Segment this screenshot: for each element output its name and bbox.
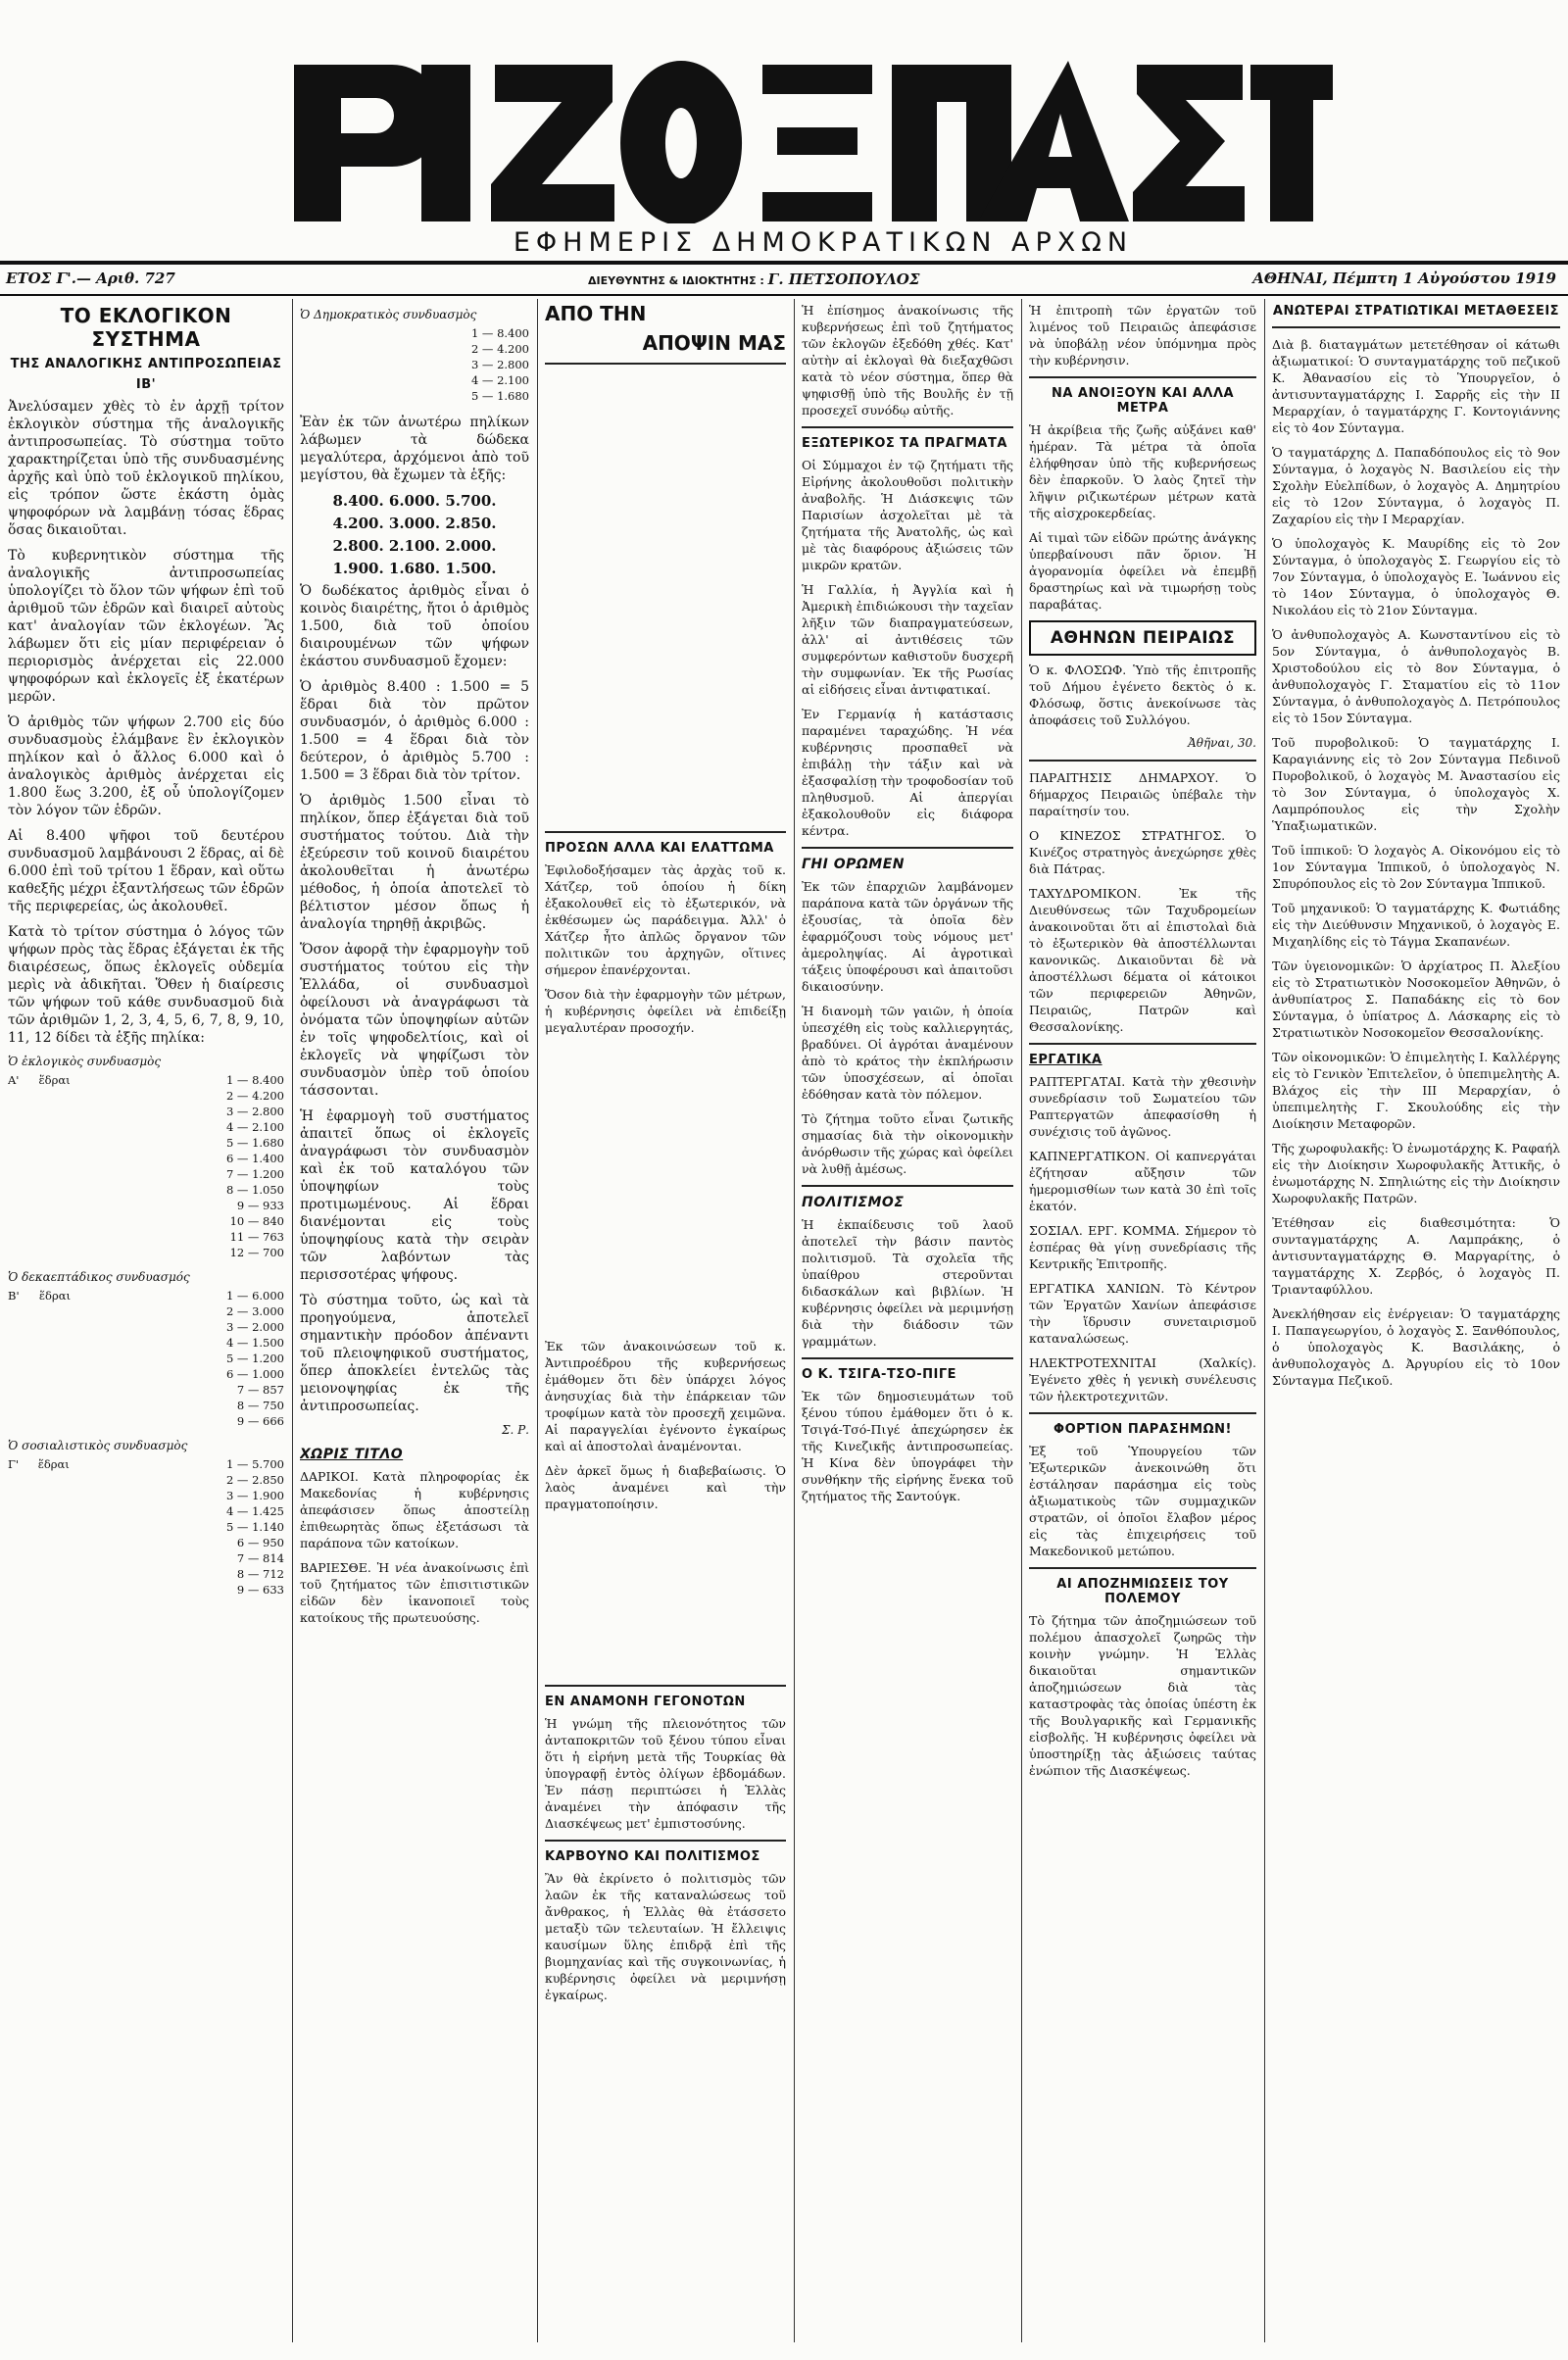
section-rule <box>1029 1412 1256 1414</box>
article-paragraph: Τὸ ζήτημα τοῦτο εἶναι ζωτικῆς σημασίας διὰ τὴν οἰκονομικὴν ἀνόρθωσιν τῆς χώρας καὶ ὀφείλει νὰ λυθῇ ἀμέσως. <box>802 1111 1013 1176</box>
table-cell <box>39 1119 125 1135</box>
article-paragraph: Τοῦ μηχανικοῦ: Ὁ ταγματάρχης Κ. Φωτιάδης εἰς τὴν Διεύθυνσιν Μηχανικοῦ, ὁ λοχαγὸς Ε. Μιχαηλίδης εἰς τὸ Τάγμα Σκαπανέων. <box>1272 901 1560 949</box>
table-row <box>8 1503 284 1519</box>
table-row <box>8 1535 284 1550</box>
table-cell: 10 — 840 <box>229 1214 284 1228</box>
article-paragraph: Ἐκ τῶν ἐπαρχιῶν λαμβάνομεν παράπονα κατὰ τῶν ὀργάνων τῆς ἐξουσίας, τὰ ὁποῖα δὲν ἐφαρμόζουσι τοὺς νόμους μετ' ἀμεροληψίας. Αἱ ἀγροτικαὶ τάξεις ὑποφέρουσι καὶ ἀπαιτοῦσι δικαιοσύνην. <box>802 879 1013 994</box>
table-cell: 4 — 1.500 <box>225 1336 284 1350</box>
quotient-table <box>8 1072 284 1260</box>
table-cell: 2 — 4.200 <box>225 1089 284 1103</box>
table-cell: 5 — 1.680 <box>470 389 529 403</box>
table-cell <box>8 1151 39 1166</box>
table-cell: 3 — 2.000 <box>225 1320 284 1334</box>
table-cell <box>8 1366 39 1382</box>
table-cell: 4 — 1.425 <box>225 1504 284 1518</box>
column-local-news <box>1029 302 1256 2340</box>
table-row <box>8 1382 284 1398</box>
article-paragraph: Ὁ ταγματάρχης Δ. Παπαδόπουλος εἰς τὸ 9ον Σύνταγμα, ὁ λοχαγὸς Ν. Βασιλείου εἰς τὴν Σχολὴν Εὐελπίδων, ὁ λοχαγὸς Α. Δημητρίου εἰς τὸ 12ον Σύνταγμα, ὁ λοχαγὸς Π. Ζαχαρίου εἰς τὴν Ι Μεραρχίαν. <box>1272 445 1560 526</box>
article-paragraph: Τῆς χωροφυλακῆς: Ὁ ἐνωμοτάρχης Κ. Ραφαήλ εἰς τὴν Διοίκησιν Χωροφυλακῆς Ἀττικῆς, ὁ ἐνωμοτάρχης Ν. Σπηλιώτης εἰς τὴν Διοίκησιν Χωροφυλακῆς Πατρῶν. <box>1272 1141 1560 1205</box>
table-cell <box>8 1519 38 1535</box>
table-cell <box>38 1535 125 1550</box>
table-cell: 8 — 750 <box>236 1399 284 1412</box>
table-cell: 5 — 1.680 <box>225 1136 284 1150</box>
section-rule <box>545 1685 786 1687</box>
section-heading: ΕΝ ΑΝΑΜΟΝΗ ΓΕΓΟΝΟΤΩΝ <box>545 1695 746 1709</box>
edition-number: ΕΤΟΣ Γ'.— Αριθ. 727 <box>6 270 175 287</box>
article-signature: Ἀθῆναι, 30. <box>1188 736 1256 750</box>
section-rule <box>802 847 1013 849</box>
table-cell <box>8 1303 39 1319</box>
table-row <box>300 325 529 341</box>
table-cell: ἕδραι <box>38 1289 72 1303</box>
article-paragraph: Ἡ ἐφαρμογὴ τοῦ συστήματος ἀπαιτεῖ ὅπως οἱ ἐκλογεῖς ἀναγράφωσι τὸν συνδυασμὸν καὶ ἐκ τοῦ καταλόγου τῶν ὑποψηφίων τοὺς προτιμωμένους. Αἱ ἕδραι διανέμονται εἰς τοὺς ὑποψηφίους κατὰ τὴν σειρὰν τῶν λαβόντων τὰς περισσοτέρας ψήφους. <box>300 1108 529 1283</box>
table-cell <box>8 1398 39 1413</box>
article-signature: Σ. Ρ. <box>501 1423 529 1437</box>
table-cell <box>39 1229 125 1245</box>
table-row <box>300 372 529 388</box>
table-row <box>8 1151 284 1166</box>
article-paragraph: Ὁ κ. ΦΛΟΣΩΦ. Ὑπὸ τῆς ἐπιτροπῆς τοῦ Δήμου ἐγένετο δεκτὸς ὁ κ. Φλόσωφ, ὅστις ἀνεκοίνωσε τὰς ἀποφάσεις τοῦ Συλλόγου. <box>1029 663 1256 727</box>
table-cell <box>8 1245 39 1260</box>
article-title: ΑΝΩΤΕΡΑΙ ΣΤΡΑΤΙΩΤΙΚΑΙ ΜΕΤΑΘΕΣΕΙΣ <box>1272 304 1560 319</box>
table-cell <box>38 1566 125 1582</box>
article-paragraph: ΠΑΡΑΙΤΗΣΙΣ ΔΗΜΑΡΧΟΥ. Ὁ δήμαρχος Πειραιῶς ὑπέβαλε τὴν παραίτησίν του. <box>1029 770 1256 818</box>
table-cell <box>38 1519 125 1535</box>
article-paragraph: Ὁ δωδέκατος ἀριθμὸς εἶναι ὁ κοινὸς διαιρέτης, ἤτοι ὁ ἀριθμὸς 1.500, διὰ τοῦ ὁποίου διαιρουμένων τῶν ψήφων ἑκάστου συνδυασμοῦ ἔχομεν: <box>300 583 529 669</box>
table-cell: 4 — 2.100 <box>470 373 529 387</box>
table-cell: 3 — 1.900 <box>225 1489 284 1502</box>
article-paragraph: Ὁ ἀριθμὸς 1.500 εἶναι τὸ πηλίκον, ὅπερ ἐξάγεται διὰ τοῦ συστήματος τούτου. Διὰ τὴν ἐξεύρεσιν τοῦ κοινοῦ διαιρέτου ἀκολουθεῖται ἡ ἀνωτέρω μέθοδος, ἡ ὁποία ἀποτελεῖ τὸ βέλτιστον μέσον ὅπως ἡ ἀναλογία τηρηθῇ ἀκριβῶς. <box>300 793 529 932</box>
article-paragraph: Τῶν οἰκονομικῶν: Ὁ ἐπιμελητὴς Ι. Καλλέργης εἰς τὸ Γενικὸν Ἐπιτελεῖον, ὁ ὑπεπιμελητὴς Α. Βλάχος εἰς τὴν ΙΙΙ Μεραρχίαν, ὁ ὑπεπιμελητὴς Γ. Σκουλούδης εἰς τὴν Διοίκησιν Μεταφορῶν. <box>1272 1050 1560 1131</box>
table-row <box>8 1582 284 1598</box>
blank-area <box>545 1520 786 1677</box>
column-divider <box>292 299 293 2342</box>
table-row <box>8 1182 284 1198</box>
table-cell: 3 — 2.800 <box>225 1105 284 1118</box>
quotient-number-row: 8.400. 6.000. 5.700. <box>332 492 497 510</box>
quotient-number-row: 2.800. 2.100. 2.000. <box>332 537 497 555</box>
table-cell: 9 — 633 <box>236 1583 284 1597</box>
table-row <box>8 1413 284 1429</box>
section-rule <box>1029 1043 1256 1045</box>
section-rule <box>545 1840 786 1842</box>
section-rule <box>545 831 786 833</box>
dateline-rule <box>0 294 1568 296</box>
article-subtitle: ΤΗΣ ΑΝΑΛΟΓΙΚΗΣ ΑΝΤΙΠΡΟΣΩΠΕΙΑΣ <box>10 357 282 371</box>
column-electoral-continued <box>300 302 529 2340</box>
table-cell <box>39 1151 125 1166</box>
quotient-table-title: Ὁ ἐκλογικὸς συνδυασμὸς <box>8 1055 162 1068</box>
section-heading: ΕΞΩΤΕΡΙΚΟΣ ΤΑ ΠΡΑΓΜΑΤΑ <box>802 436 1007 451</box>
section-heading-boxed: ΑΘΗΝΩΝ ΠΕΙΡΑΙΩΣ <box>1029 620 1256 656</box>
table-cell: 2 — 2.850 <box>225 1473 284 1487</box>
table-cell <box>8 1104 39 1119</box>
table-row <box>8 1119 284 1135</box>
table-cell: 6 — 1.000 <box>225 1367 284 1381</box>
article-paragraph: Ὁ ἀνθυπολοχαγὸς Α. Κωνσταντίνου εἰς τὸ 5ον Σύνταγμα, ὁ ἀνθυπολοχαγὸς Β. Χριστοδούλου εἰς τὸ 8ον Σύνταγμα, ὁ ἀνθυπολοχαγὸς Γ. Σταματίου εἰς τὸ 11ον Σύνταγμα, ὁ ἀνθυπολοχαγὸς Δ. Πετρόπουλος εἰς τὸ 15ον Σύνταγμα. <box>1272 627 1560 725</box>
article-paragraph: Τὸ κυβερνητικὸν σύστημα τῆς ἀναλογικῆς ἀντιπροσωπείας ὑπολογίζει τὸ ὅλον τῶν ψήφων ἐπὶ τοῦ ἀριθμοῦ τῶν ἑδρῶν καὶ διαιρεῖ αὐτοὺς κατ' ἀναλογίαν τῶν ἐκλογέων. Ἂς λάβωμεν ὅτι εἰς μίαν περιφέρειαν ὁ περιορισμὸς ἀνέρχεται εἰς 22.000 ψηφοφόρων καὶ ἐκλογεῖς ἐξ ἑκατέρων μερῶν. <box>8 548 284 705</box>
table-cell: 1 — 6.000 <box>225 1289 284 1303</box>
article-paragraph: ΚΑΠΝΕΡΓΑΤΙΚΟΝ. Οἱ καπνεργάται ἐζήτησαν αὔξησιν τῶν ἡμερομισθίων των κατὰ 30 ἐπὶ τοῖς ἑκατόν. <box>1029 1149 1256 1213</box>
table-cell: 3 — 2.800 <box>470 358 529 371</box>
column-electoral-system <box>8 302 284 2340</box>
table-row <box>8 1229 284 1245</box>
quotient-table-title: Ὁ δεκαεπτάδικος συνδυασμός <box>8 1270 190 1284</box>
table-cell <box>38 1488 125 1503</box>
table-row <box>8 1550 284 1566</box>
article-paragraph: ΕΡΓΑΤΙΚΑ ΧΑΝΙΩΝ. Τὸ Κέντρον τῶν Ἐργατῶν Χανίων ἀπεφάσισε τὴν ἵδρυσιν συνεταιρισμοῦ καταναλώσεως. <box>1029 1281 1256 1346</box>
article-paragraph: Ὁ ἀριθμὸς 8.400 : 1.500 = 5 ἕδραι διὰ τὸν πρῶτον συνδυασμόν, ὁ ἀριθμὸς 6.000 : 1.500 = 4 ἕδραι διὰ τὸν δεύτερον, ὁ ἀριθμὸς 5.700 : 1.500 = 3 ἕδραι διὰ τὸν τρίτον. <box>300 679 529 783</box>
table-cell <box>39 1135 125 1151</box>
table-cell: 11 — 763 <box>229 1230 284 1244</box>
table-cell <box>8 1335 39 1351</box>
article-paragraph: Ἡ γνώμη τῆς πλειονότητος τῶν ἀνταποκριτῶν τοῦ ξένου τύπου εἶναι ὅτι ἡ εἰρήνη μετὰ τῆς Τουρκίας θὰ ὑπογραφῇ ἐντὸς ὀλίγων ἑβδομάδων. Ἐν πάσῃ περιπτώσει ἡ Ἑλλὰς ἀναμένει τὴν ἀπόφασιν τῆς Διασκέψεως μετ' ἐμπιστοσύνης. <box>545 1716 786 1831</box>
table-cell <box>38 1503 125 1519</box>
section-rule <box>545 363 786 365</box>
article-paragraph: Ἡ ἐπίσημος ἀνακοίνωσις τῆς κυβερνήσεως ἐπὶ τοῦ ζητήματος τῶν ἐκλογῶν ἐξεδόθη χθές. Κατ' αὐτὴν αἱ ἐκλογαὶ θὰ διεξαχθῶσι κατὰ τὸ νέον σύστημα, ὅπερ θὰ ψηφισθῇ ὑπὸ τῆς Βουλῆς ἐν τῇ προσεχεῖ συνόδῳ αὐτῆς. <box>802 303 1013 418</box>
article-paragraph: Τοῦ ἱππικοῦ: Ὁ λοχαγὸς Α. Οἰκονόμου εἰς τὸ 1ον Σύνταγμα Ἱππικοῦ, ὁ ὑπολοχαγὸς Ν. Σπυρόπουλος εἰς τὸ 2ον Σύνταγμα Ἱππικοῦ. <box>1272 843 1560 891</box>
quotient-table <box>8 1288 284 1429</box>
article-paragraph: Ἡ διανομὴ τῶν γαιῶν, ἡ ὁποία ὑπεσχέθη εἰς τοὺς καλλιεργητάς, βραδύνει. Οἱ ἀγρόται ἀναμένουν ἀπὸ τὸ κράτος τὴν ἐκπλήρωσιν τῶν ὑποσχέσεων, αἱ ὁποῖαι ἐδόθησαν κατὰ τὸν πόλεμον. <box>802 1004 1013 1102</box>
table-cell: Β' <box>8 1289 20 1303</box>
column-divider <box>794 299 795 2342</box>
column-divider <box>1021 299 1022 2342</box>
table-cell: 9 — 666 <box>236 1414 284 1428</box>
article-paragraph: Ἡ ἀκρίβεια τῆς ζωῆς αὐξάνει καθ' ἡμέραν. Τὰ μέτρα τὰ ὁποῖα ἐλήφθησαν ὑπὸ τῆς κυβερνήσεως δὲν ἐπαρκοῦν. Ὁ λαὸς ζητεῖ τὴν λῆψιν ριζικωτέρων μέτρων κατὰ τῆς αἰσχροκερδείας. <box>1029 422 1256 520</box>
article-title: ΤΟ ΕΚΛΟΓΙΚΟΝ ΣΥΣΤΗΜΑ <box>60 304 232 351</box>
section-rule <box>802 1357 1013 1359</box>
section-heading: Ο Κ. ΤΣΙΓΑ-ΤΣΟ-ΠΙΓΕ <box>802 1367 957 1382</box>
table-row <box>8 1335 284 1351</box>
table-cell <box>8 1319 39 1335</box>
table-cell <box>39 1182 125 1198</box>
column-foreign-news <box>802 302 1013 2340</box>
article-paragraph: Ἐξ τοῦ Ὑπουργείου τῶν Ἐξωτερικῶν ἀνεκοινώθη ὅτι ἐστάλησαν παράσημα εἰς τοὺς ἀξιωματικοὺς τῶν συμμαχικῶν στρατῶν, οἱ ὁποῖοι ἔλαβον μέρος εἰς τὰς ἐπιχειρήσεις τοῦ Μακεδονικοῦ μετώπου. <box>1029 1444 1256 1558</box>
quotient-table <box>8 1456 284 1598</box>
article-paragraph: ΤΑΧΥΔΡΟΜΙΚΟΝ. Ἐκ τῆς Διευθύνσεως τῶν Ταχυδρομείων ἀνακοινοῦται ὅτι αἱ ἐπιστολαὶ διὰ τὸ ἐξωτερικὸν θὰ ἀποστέλλωνται κανονικῶς. Δικαιοῦνται δὲ νὰ ἀποστέλλωσι δέματα οἱ κάτοικοι τῶν περιφερειῶν Ἀθηνῶν, Πειραιῶς, Πατρῶν καὶ Θεσσαλονίκης. <box>1029 886 1256 1034</box>
table-cell <box>38 1582 125 1598</box>
article-paragraph: Ἐκ τῶν δημοσιευμάτων τοῦ ξένου τύπου ἐμάθομεν ὅτι ὁ κ. Τσιγά-Τσό-Πιγέ ἀπεχώρησεν ἐκ τῆς Κινεζικῆς ἀντιπροσωπείας. Ἡ Κίνα δὲν ὑπογράφει τὴν συνθήκην τῆς εἰρήνης ἕνεκα τοῦ ζητήματος τῆς Σαντούγκ. <box>802 1389 1013 1503</box>
table-cell <box>8 1488 38 1503</box>
table-cell <box>39 1413 125 1429</box>
table-row <box>8 1303 284 1319</box>
table-cell <box>39 1198 125 1213</box>
table-row <box>8 1213 284 1229</box>
table-row <box>8 1351 284 1366</box>
article-paragraph: Αἱ τιμαὶ τῶν εἰδῶν πρώτης ἀνάγκης ὑπερβαίνουσι πᾶν ὅριον. Ἡ ἀγορανομία ὀφείλει νὰ ἐπεμβῇ δραστηρίως καὶ νὰ τιμωρήσῃ τοὺς παραβάτας. <box>1029 530 1256 612</box>
table-cell <box>39 1335 125 1351</box>
section-rule <box>1272 326 1560 328</box>
table-cell: 2 — 3.000 <box>225 1304 284 1318</box>
article-paragraph: ΗΛΕΚΤΡΟΤΕΧΝΙΤΑΙ (Χαλκίς). Ἐγένετο χθὲς ἡ γενικὴ συνέλευσις τῶν ἠλεκτροτεχνιτῶν. <box>1029 1355 1256 1403</box>
section-heading: ΑΙ ΑΠΟΖΗΜΙΩΣΕΙΣ ΤΟΥ ΠΟΛΕΜΟΥ <box>1056 1577 1229 1606</box>
section-heading: ΓΗΙ ΟΡΩΜΕΝ <box>802 857 905 872</box>
table-cell: 7 — 1.200 <box>225 1167 284 1181</box>
table-cell <box>39 1382 125 1398</box>
director-name: Γ. ΠΕΤΣΟΠΟΥΛΟΣ <box>767 270 920 288</box>
table-cell <box>8 1351 39 1366</box>
table-cell: 7 — 814 <box>236 1551 284 1565</box>
article-paragraph: Ὅσον διὰ τὴν ἐφαρμογὴν τῶν μέτρων, ἡ κυβέρνησις ὀφείλει νὰ ἐπιδείξῃ μεγαλυτέραν προσοχήν. <box>545 987 786 1035</box>
article-paragraph: ΡΑΠΤΕΡΓΑΤΑΙ. Κατὰ τὴν χθεσινὴν συνεδρίασιν τοῦ Σωματείου τῶν Ραπτεργατῶν ἀπεφασίσθη ἡ συνέχισις τοῦ ἀγῶνος. <box>1029 1074 1256 1139</box>
table-row <box>8 1072 284 1088</box>
article-number: ΙΒ' <box>135 377 157 392</box>
table-row <box>8 1135 284 1151</box>
table-cell: 1 — 8.400 <box>225 1073 284 1087</box>
section-rule <box>1029 760 1256 762</box>
table-row <box>8 1488 284 1503</box>
table-cell: 1 — 8.400 <box>470 326 529 340</box>
table-row <box>300 341 529 357</box>
table-cell <box>8 1503 38 1519</box>
table-cell <box>38 1472 125 1488</box>
section-heading: ΧΩΡΙΣ ΤΙΤΛΟ <box>300 1447 404 1462</box>
table-cell: 8 — 712 <box>236 1567 284 1581</box>
column-military-transfers <box>1272 302 1560 2340</box>
section-heading: ΠΟΛΙΤΙΣΜΟΣ <box>802 1195 905 1210</box>
editorial-banner-line: ΑΠΟ ΤΗΝ <box>545 302 647 325</box>
table-cell <box>39 1104 125 1119</box>
article-paragraph: Ἀνεκλήθησαν εἰς ἐνέργειαν: Ὁ ταγματάρχης Ι. Παπαγεωργίου, ὁ λοχαγὸς Σ. Ξανθόπουλος, ὁ ὑπολοχαγὸς Κ. Βασιλάκης, ὁ ἀνθυπολοχαγὸς Δ. Ἀργυρίου εἰς τὸ 10ον Σύνταγμα Πεζικοῦ. <box>1272 1306 1560 1388</box>
director-line <box>588 270 919 288</box>
masthead-rule <box>0 261 1568 265</box>
quotient-table-title: Ὁ Δημοκρατικὸς συνδυασμὸς <box>300 308 477 321</box>
table-cell: 12 — 700 <box>229 1246 284 1259</box>
table-cell <box>38 1550 125 1566</box>
table-cell <box>8 1166 39 1182</box>
section-heading: ΦΟΡΤΙΟΝ ΠΑΡΑΣΗΜΩΝ! <box>1054 1422 1232 1437</box>
table-cell <box>39 1366 125 1382</box>
article-paragraph: Ὁ ἀριθμὸς τῶν ψήφων 2.700 εἰς δύο συνδυασμοὺς ἐλάμβανε ἓν ἐκλογικὸν πηλίκον καὶ ὁ ἄλλος 6.000 καὶ ὁ ἀναλογικὸς ἀριθμὸς ἀνέρχεται εἰς 1.800 ἕως 3.200, ἐξ οὗ ὑπολογίζομεν τὸν λόγον τῶν ἑδρῶν. <box>8 714 284 818</box>
editorial-banner-line: ΑΠΟΨΙΝ ΜΑΣ <box>642 331 786 355</box>
article-paragraph: Αἱ 8.400 ψῆφοι τοῦ δευτέρου συνδυασμοῦ λαμβάνουσι 2 ἕδρας, αἱ δὲ 6.000 ἐπὶ τοῦ τρίτου 1 ἕδραν, καὶ οὕτω καθεξῆς μέχρι ἐξαντλήσεως τῶν ἑδρῶν τῆς περιφερείας, ὡς ἀκολουθεῖ. <box>8 828 284 914</box>
article-paragraph: Τῶν ὑγειονομικῶν: Ὁ ἀρχίατρος Π. Ἀλεξίου εἰς τὸ Στρατιωτικὸν Νοσοκομεῖον Ἀθηνῶν, ὁ ἀνθυπίατρος Σ. Παπαδάκης εἰς τὸ 6ον Σύνταγμα, ὁ ὑπίατρος Δ. Λάσκαρης εἰς τὸ Στρατιωτικὸν Νοσοκομεῖον Θεσσαλονίκης. <box>1272 959 1560 1040</box>
table-row <box>300 357 529 372</box>
quotient-number-row: 4.200. 3.000. 2.850. <box>332 515 497 532</box>
table-row <box>8 1288 284 1303</box>
masthead-logo-graphic <box>294 57 1333 223</box>
table-row <box>8 1166 284 1182</box>
table-cell <box>8 1229 39 1245</box>
table-cell: 5 — 1.200 <box>225 1352 284 1365</box>
table-cell <box>8 1550 38 1566</box>
article-paragraph: Ὅσον ἀφορᾷ τὴν ἐφαρμογὴν τοῦ συστήματος τούτου εἰς τὴν Ἑλλάδα, οἱ συνδυασμοὶ ὀφείλουσι νὰ ἀναγράφωσι τὰ ὀνόματα τῶν ὑποψηφίων αὐτῶν ἐν τοῖς ψηφοδελτίοις, καὶ οἱ ἐκλογεῖς νὰ ψηφίζωσι τὸν συνδυασμὸν ὑπὲρ τοῦ ὁποίου τάσσονται. <box>300 942 529 1099</box>
article-paragraph: Ὁ ὑπολοχαγὸς Κ. Μαυρίδης εἰς τὸ 2ον Σύνταγμα, ὁ ὑπολοχαγὸς Σ. Γεωργίου εἰς τὸ 7ον Σύνταγμα, ὁ ὑπολοχαγὸς Ε. Ἰωάννου εἰς τὸ 14ον Σύνταγμα, ὁ ὑπολοχαγὸς Θ. Νικολάου εἰς τὸ 21ον Σύνταγμα. <box>1272 536 1560 617</box>
table-cell <box>39 1303 125 1319</box>
article-paragraph: Κατὰ τὸ τρίτον σύστημα ὁ λόγος τῶν ψήφων πρὸς τὰς ἕδρας ἐξάγεται ἐκ τῆς διαιρέσεως, ὅπως ἐκλογεῖς οὐδεμία μερὶς νὰ ἀδικῆται. Ὅθεν ἡ διαίρεσις τῶν ψήφων τοῦ κάθε συνδυασμοῦ διὰ τῶν ἀριθμῶν 1, 2, 3, 4, 5, 6, 7, 8, 9, 10, 11, 12 δίδει τὰ ἑξῆς πηλίκα: <box>8 924 284 1046</box>
table-cell <box>39 1398 125 1413</box>
quotient-table <box>300 325 529 404</box>
section-rule <box>1029 1567 1256 1569</box>
article-paragraph: Τοῦ πυροβολικοῦ: Ὁ ταγματάρχης Ι. Καραγιάννης εἰς τὸ 2ον Σύνταγμα Πεδινοῦ Πυροβολικοῦ, ὁ λοχαγὸς Μ. Ἀναστασίου εἰς τὸ 3ον Σύνταγμα, ὁ ὑπολοχαγὸς Χ. Λαμπρόπουλος εἰς τὴν Σχολὴν Ὑπαξιωματικῶν. <box>1272 735 1560 833</box>
table-row <box>8 1104 284 1119</box>
table-row <box>8 1319 284 1335</box>
column-divider <box>537 299 538 2342</box>
table-cell: 4 — 2.100 <box>225 1120 284 1134</box>
table-cell: 8 — 1.050 <box>225 1183 284 1197</box>
table-cell <box>8 1582 38 1598</box>
dateline <box>0 268 1568 291</box>
table-cell <box>39 1213 125 1229</box>
table-cell <box>8 1135 39 1151</box>
article-paragraph: Ἐν Γερμανίᾳ ἡ κατάστασις παραμένει ταραχώδης. Ἡ νέα κυβέρνησις προσπαθεῖ νὰ ἐπιβάλῃ τὴν τάξιν καὶ νὰ ἐξασφαλίσῃ τὴν τροφοδοσίαν τοῦ πληθυσμοῦ. Αἱ ἀπεργίαι ἐξακολουθοῦν εἰς διάφορα κέντρα. <box>802 707 1013 838</box>
table-cell: 5 — 1.140 <box>225 1520 284 1534</box>
article-paragraph: Ἐκ τῶν ἀνακοινώσεων τοῦ κ. Ἀντιπροέδρου τῆς κυβερνήσεως ἐμάθομεν ὅτι δὲν ὑπάρχει λόγος ἀνησυχίας διὰ τὴν ἐπάρκειαν τῶν τροφίμων κατὰ τὸν προσεχῆ χειμῶνα. Αἱ παραγγελίαι ἐγένοντο ἐγκαίρως καὶ αἱ ἀποστολαὶ ἀναμένονται. <box>545 1339 786 1453</box>
article-paragraph: Ἐτέθησαν εἰς διαθεσιμότητα: Ὁ συνταγματάρχης Α. Λαμπράκης, ὁ ἀντισυνταγματάρχης Θ. Μαργαρίτης, ὁ ταγματάρχης Χ. Ζερβός, ὁ λοχαγὸς Π. Τριανταφύλλου. <box>1272 1215 1560 1297</box>
table-cell: 2 — 4.200 <box>470 342 529 356</box>
table-cell: 6 — 1.400 <box>225 1152 284 1165</box>
section-rule <box>802 1185 1013 1187</box>
table-cell <box>39 1319 125 1335</box>
table-cell <box>39 1351 125 1366</box>
article-paragraph: Ἂν θὰ ἐκρίνετο ὁ πολιτισμὸς τῶν λαῶν ἐκ τῆς καταναλώσεως τοῦ ἄνθρακος, ἡ Ἑλλὰς θὰ ἐτάσσετο μεταξὺ τῶν τελευταίων. Ἡ ἔλλειψις καυσίμων ὕλης ἐπιδρᾷ ἐπὶ τῆς βιομηχανίας καὶ τῆς συγκοινωνίας, ἡ κυβέρνησις ὀφείλει νὰ μεριμνήσῃ ἐγκαίρως. <box>545 1871 786 2002</box>
article-paragraph: Δὲν ἀρκεῖ ὅμως ἡ διαβεβαίωσις. Ὁ λαὸς ἀναμένει καὶ τὴν πραγματοποίησιν. <box>545 1463 786 1511</box>
table-row <box>8 1366 284 1382</box>
table-row <box>8 1245 284 1260</box>
article-paragraph: ΒΑΡΙΕΣΘΕ. Ἡ νέα ἀνακοίνωσις ἐπὶ τοῦ ζητήματος τῶν ἐπισιτιστικῶν εἰδῶν δὲν ἱκανοποιεῖ τοὺς κατοίκους τῆς πρωτευούσης. <box>300 1560 529 1625</box>
table-cell <box>8 1535 38 1550</box>
table-cell <box>39 1166 125 1182</box>
blank-area <box>545 372 786 823</box>
table-cell <box>39 1245 125 1260</box>
table-row <box>8 1566 284 1582</box>
table-cell <box>8 1566 38 1582</box>
table-row <box>8 1198 284 1213</box>
table-cell: 9 — 933 <box>236 1199 284 1212</box>
table-cell: Α' <box>8 1073 20 1087</box>
director-label: ΔΙΕΥΘΥΝΤΗΣ & ΙΔΙΟΚΤΗΤΗΣ : <box>588 274 764 287</box>
blank-area <box>545 1044 786 1338</box>
table-cell: Γ' <box>8 1457 20 1471</box>
table-cell <box>8 1413 39 1429</box>
section-rule <box>1029 376 1256 378</box>
table-cell <box>8 1472 38 1488</box>
section-heading: ΠΡΟΣΩΝ ΑΛΛΑ ΚΑΙ ΕΛΑΤΤΩΜΑ <box>545 841 774 856</box>
article-paragraph: ΔΑΡΙΚΟΙ. Κατὰ πληροφορίας ἐκ Μακεδονίας ἡ κυβέρνησις ἀπεφάσισεν ὅπως ἀποστείλῃ ἐπιθεωρητὰς ὅπως ἐξετάσωσι τὰ παράπονα τῶν κατοίκων. <box>300 1469 529 1550</box>
section-heading: ΕΡΓΑΤΙΚΑ <box>1029 1053 1102 1067</box>
table-cell <box>8 1182 39 1198</box>
table-cell: ἕδραι <box>38 1073 71 1087</box>
table-cell <box>8 1213 39 1229</box>
article-paragraph: Ἡ Γαλλία, ἡ Ἀγγλία καὶ ἡ Ἀμερικὴ ἐπιδιώκουσι τὴν ταχεῖαν λῆξιν τῶν διαπραγματεύσεων, ἀλλ' αἱ ἀντιθέσεις τῶν συμφερόντων καθιστοῦν δυσχερῆ τὴν συμφωνίαν. Ἐκ τῆς Ρωσίας αἱ εἰδήσεις εἶναι ἀντιφατικαί. <box>802 582 1013 697</box>
table-cell <box>8 1119 39 1135</box>
article-paragraph: Ο ΚΙΝΕΖΟΣ ΣΤΡΑΤΗΓΟΣ. Ὁ Κινέζος στρατηγὸς ἀνεχώρησε χθὲς διὰ Πάτρας. <box>1029 828 1256 876</box>
table-cell <box>8 1088 39 1104</box>
article-paragraph: Τὸ ζήτημα τῶν ἀποζημιώσεων τοῦ πολέμου ἀπασχολεῖ ζωηρῶς τὴν κοινὴν γνώμην. Ἡ Ἑλλὰς δικαιοῦται σημαντικῶν ἀποζημιώσεων διὰ τὰς καταστροφὰς τὰς ὁποίας ὑπέστη ἐκ τῆς Βουλγαρικῆς καὶ Γερμανικῆς εἰσβολῆς. Ἡ κυβέρνησις ὀφείλει νὰ ὑποστηρίξῃ τὰς ἀξιώσεις ταύτας ἐνώπιον τῆς Διασκέψεως. <box>1029 1613 1256 1778</box>
table-row <box>8 1398 284 1413</box>
table-cell: ἕδραι <box>37 1457 70 1471</box>
article-paragraph: Ἡ ἐπιτροπὴ τῶν ἐργατῶν τοῦ λιμένος τοῦ Πειραιῶς ἀπεφάσισε νὰ ὑποβάλῃ νέον ὑπόμνημα πρὸς τὴν κυβέρνησιν. <box>1029 303 1256 368</box>
masthead-logo <box>294 57 1333 223</box>
table-cell: 7 — 857 <box>236 1383 284 1397</box>
section-heading: ΚΑΡΒΟΥΝΟ ΚΑΙ ΠΟΛΙΤΙΣΜΟΣ <box>545 1849 760 1864</box>
table-cell <box>39 1088 125 1104</box>
quotient-table-title: Ὁ σοσιαλιστικὸς συνδυασμὸς <box>8 1439 188 1452</box>
table-cell: 1 — 5.700 <box>225 1457 284 1471</box>
table-row <box>8 1472 284 1488</box>
table-cell: 6 — 950 <box>236 1536 284 1549</box>
masthead-subtitle: ΕΦΗΜΕΡΙΣ ΔΗΜΟΚΡΑΤΙΚΩΝ ΑΡΧΩΝ <box>513 227 1134 258</box>
column-editorial <box>545 302 786 2340</box>
table-row <box>8 1088 284 1104</box>
section-heading: ΝΑ ΑΝΟΙΞΟΥΝ ΚΑΙ ΑΛΛΑ ΜΕΤΡΑ <box>1051 386 1235 416</box>
article-paragraph: Διὰ β. διαταγμάτων μετετέθησαν οἱ κάτωθι ἀξιωματικοί: Ὁ συνταγματάρχης τοῦ πεζικοῦ Κ. Ἀθανασίου εἰς τὸ Ὑπουργεῖον, ὁ ἀντισυνταγματάρχης Ι. Σαρρῆς εἰς τὴν ΙΙ Μεραρχίαν, ὁ ταγματάρχης Γ. Κοντογιάννης εἰς τὸ 4ον Σύνταγμα. <box>1272 337 1560 435</box>
article-paragraph: Ἐὰν ἐκ τῶν ἀνωτέρω πηλίκων λάβωμεν τὰ δώδεκα μεγαλύτερα, ἀρχόμενοι ἀπὸ τοῦ μεγίστου, θὰ ἔχωμεν τὰ ἑξῆς: <box>300 415 529 483</box>
article-paragraph: Ἀνελύσαμεν χθὲς τὸ ἐν ἀρχῇ τρίτον ἐκλογικὸν σύστημα τῆς ἀναλογικῆς ἀντιπροσωπείας. Τὸ σύστημα τοῦτο χαρακτηρίζεται ὑπὸ τῆς συνδυασμένης ἀρχῆς καὶ ὑπὸ τοῦ ἐκλογικοῦ πηλίκου, εἰς τρόπον ὥστε ἑκάστη ὁμὰς ψηφοφόρων νὰ λαμβάνῃ τόσας ἕδρας ὅσας δικαιοῦται. <box>8 399 284 538</box>
article-paragraph: Οἱ Σύμμαχοι ἐν τῷ ζητήματι τῆς Εἰρήνης ἀκολουθοῦσι πολιτικὴν ἀναβολῆς. Ἡ Διάσκεψις τῶν Παρισίων ἀσχολεῖται μὲ τὰ ζητήματα τῆς Ἀνατολῆς, ὡς καὶ μὲ τὰς διαφόρους ἀξιώσεις τῶν μικρῶν κρατῶν. <box>802 458 1013 572</box>
article-paragraph: Τὸ σύστημα τοῦτο, ὡς καὶ τὰ προηγούμενα, ἀποτελεῖ σημαντικὴν πρόοδον ἀπέναντι τοῦ πλειοψηφικοῦ συστήματος, ὅπερ ἀποκλείει ἐντελῶς τὰς μειονοψηφίας ἐκ τῆς ἀντιπροσωπείας. <box>300 1293 529 1414</box>
table-row <box>300 388 529 404</box>
editorial-banner <box>545 302 786 355</box>
column-divider <box>1264 299 1265 2342</box>
article-paragraph: Ἐφιλοδοξήσαμεν τὰς ἀρχὰς τοῦ κ. Χάτζερ, τοῦ ὁποίου ἡ δίκη ἐξακολουθεῖ εἰς τὸ ἐξωτερικόν, νὰ ἐκθέσωμεν ὡς παράδειγμα. Ἀλλ' ὁ Χάτζερ ἦτο ἀπλῶς ὄργανον τῶν πολιτικῶν του ἀρχηγῶν, οἵτινες σήμερον ἐπανέρχονται. <box>545 862 786 977</box>
issue-date: ΑΘΗΝΑΙ, Πέμπτη 1 Αὐγούστου 1919 <box>1252 270 1556 287</box>
quotient-number-row: 1.900. 1.680. 1.500. <box>332 560 497 577</box>
table-row <box>8 1456 284 1472</box>
table-row <box>8 1519 284 1535</box>
table-cell <box>8 1382 39 1398</box>
table-cell <box>8 1198 39 1213</box>
article-paragraph: ΣΟΣΙΑΛ. ΕΡΓ. ΚΟΜΜΑ. Σήμερον τὸ ἑσπέρας θὰ γίνῃ συνεδρίασις τῆς Κεντρικῆς Ἐπιτροπῆς. <box>1029 1223 1256 1271</box>
article-paragraph: Ἡ ἐκπαίδευσις τοῦ λαοῦ ἀποτελεῖ τὴν βάσιν παντὸς πολιτισμοῦ. Τὰ σχολεῖα τῆς ὑπαίθρου στεροῦνται διδασκάλων καὶ βιβλίων. Ἡ κυβέρνησις ὀφείλει νὰ μεριμνήσῃ διὰ τὴν διάδοσιν τῶν γραμμάτων. <box>802 1217 1013 1349</box>
section-rule <box>802 426 1013 428</box>
